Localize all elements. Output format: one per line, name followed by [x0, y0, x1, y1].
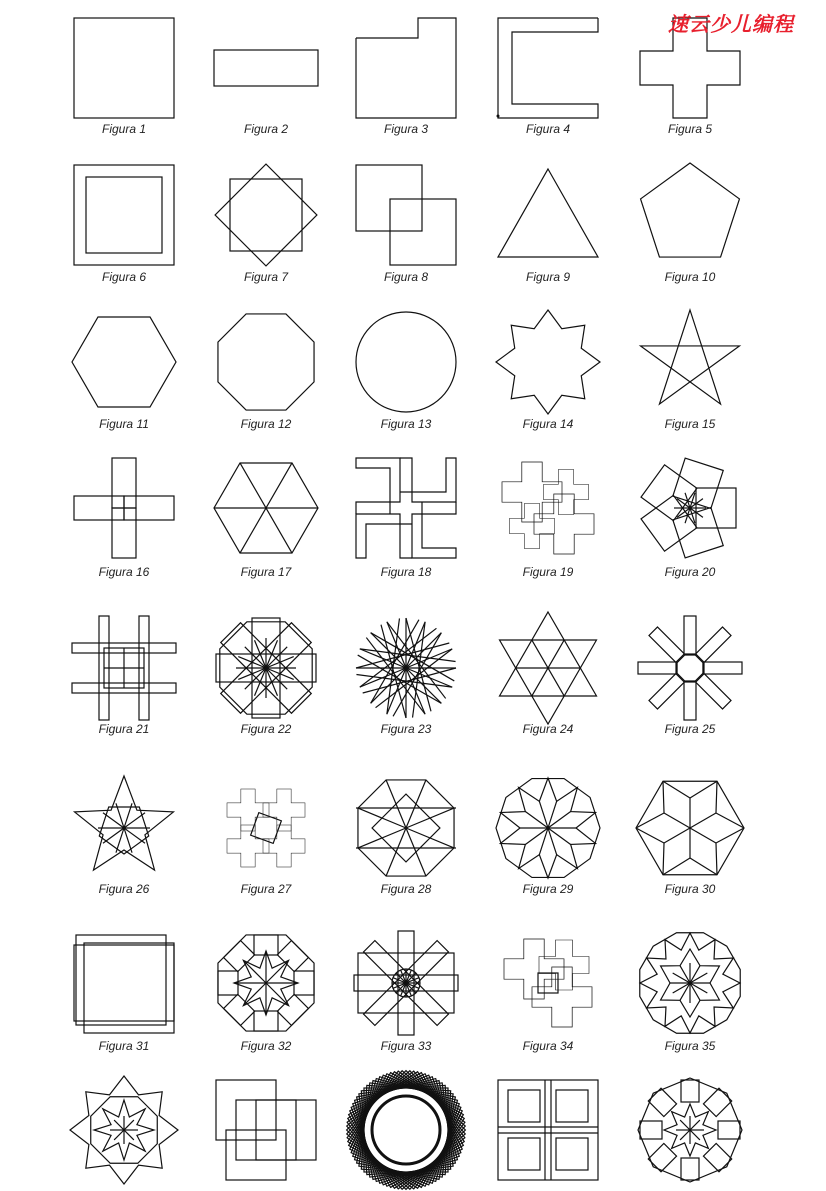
figure-19-drawing: [502, 462, 594, 554]
figure-24-drawing: [500, 612, 597, 724]
figure-caption: Figura 33: [380, 1039, 432, 1053]
figure-27-drawing: [227, 789, 305, 867]
figure-caption: Figura 7: [243, 270, 289, 284]
figure-caption: Figura 15: [664, 417, 716, 431]
figure-caption: Figura 26: [98, 882, 150, 896]
figure-caption: Figura 19: [522, 565, 574, 579]
figure-caption: Figura 28: [380, 882, 432, 896]
figure-caption: Figura 34: [522, 1039, 574, 1053]
figure-15-drawing: [641, 310, 740, 404]
figure-caption: Figura 23: [380, 722, 432, 736]
figure-14-drawing: [496, 310, 600, 414]
figure-caption: Figura 12: [240, 417, 292, 431]
figure-25-drawing: [638, 616, 742, 720]
figure-11-drawing: [72, 317, 176, 407]
figure-13-drawing: [356, 312, 456, 412]
figure-22-drawing: [216, 618, 316, 718]
figure-caption: Figura 25: [664, 722, 716, 736]
figure-caption: Figura 4: [525, 122, 571, 136]
figure-caption: Figura 30: [664, 882, 716, 896]
figure-38-drawing: [347, 1071, 466, 1190]
figure-caption: Figura 18: [380, 565, 432, 579]
figure-caption: Figura 35: [664, 1039, 716, 1053]
figure-9-drawing: [498, 169, 598, 257]
figure-caption: Figura 1: [101, 122, 147, 136]
figure-34-drawing: [504, 939, 592, 1027]
figure-caption: Figura 6: [101, 270, 147, 284]
figure-4-drawing: [497, 18, 599, 118]
figure-caption: Figura 24: [522, 722, 574, 736]
figure-caption: Figura 29: [522, 882, 574, 896]
figure-17-drawing: [214, 463, 318, 553]
figure-caption: Figura 13: [380, 417, 432, 431]
figure-7-drawing: [215, 164, 317, 266]
figure-caption: Figura 31: [98, 1039, 150, 1053]
figure-37-drawing: [216, 1080, 316, 1180]
figure-6-drawing: [74, 165, 174, 265]
figure-caption: Figura 14: [522, 417, 574, 431]
figure-33-drawing: [354, 931, 458, 1035]
figure-35-drawing: [640, 933, 740, 1033]
figure-caption: Figura 10: [664, 270, 716, 284]
figure-caption: Figura 2: [243, 122, 289, 136]
figure-21-drawing: [72, 616, 176, 720]
figure-29-drawing: [496, 778, 600, 878]
figure-1-drawing: [74, 18, 174, 118]
figure-16-drawing: [74, 458, 174, 558]
figure-caption: Figura 17: [240, 565, 292, 579]
figure-36-drawing: [70, 1076, 178, 1184]
figure-32-drawing: [218, 935, 314, 1031]
figure-caption: Figura 3: [383, 122, 429, 136]
figure-caption: Figura 16: [98, 565, 150, 579]
figure-39-drawing: [498, 1080, 598, 1180]
watermark-logo: 速云少儿编程: [668, 12, 794, 36]
figure-caption: Figura 32: [240, 1039, 292, 1053]
figure-30-drawing: [636, 781, 744, 875]
figure-28-drawing: [356, 780, 456, 876]
figure-12-drawing: [218, 314, 314, 410]
figure-8-drawing: [356, 165, 456, 265]
figure-caption: Figura 5: [667, 122, 713, 136]
figure-31-drawing: [74, 935, 174, 1033]
figure-caption: Figura 20: [664, 565, 716, 579]
figure-caption: Figura 8: [383, 270, 429, 284]
figure-caption: Figura 11: [99, 417, 149, 431]
figure-23-drawing: [356, 618, 456, 718]
figure-20-drawing: [641, 458, 736, 558]
figure-caption: Figura 9: [525, 270, 571, 284]
figure-2-drawing: [214, 50, 318, 86]
figure-caption: Figura 21: [98, 722, 150, 736]
figure-10-drawing: [641, 163, 740, 257]
figure-3-drawing: [356, 18, 456, 118]
figure-40-drawing: [638, 1078, 742, 1182]
figure-caption: Figura 27: [240, 882, 292, 896]
figure-18-drawing: [356, 458, 456, 558]
figure-caption: Figura 22: [240, 722, 292, 736]
figure-26-drawing: [75, 776, 174, 870]
